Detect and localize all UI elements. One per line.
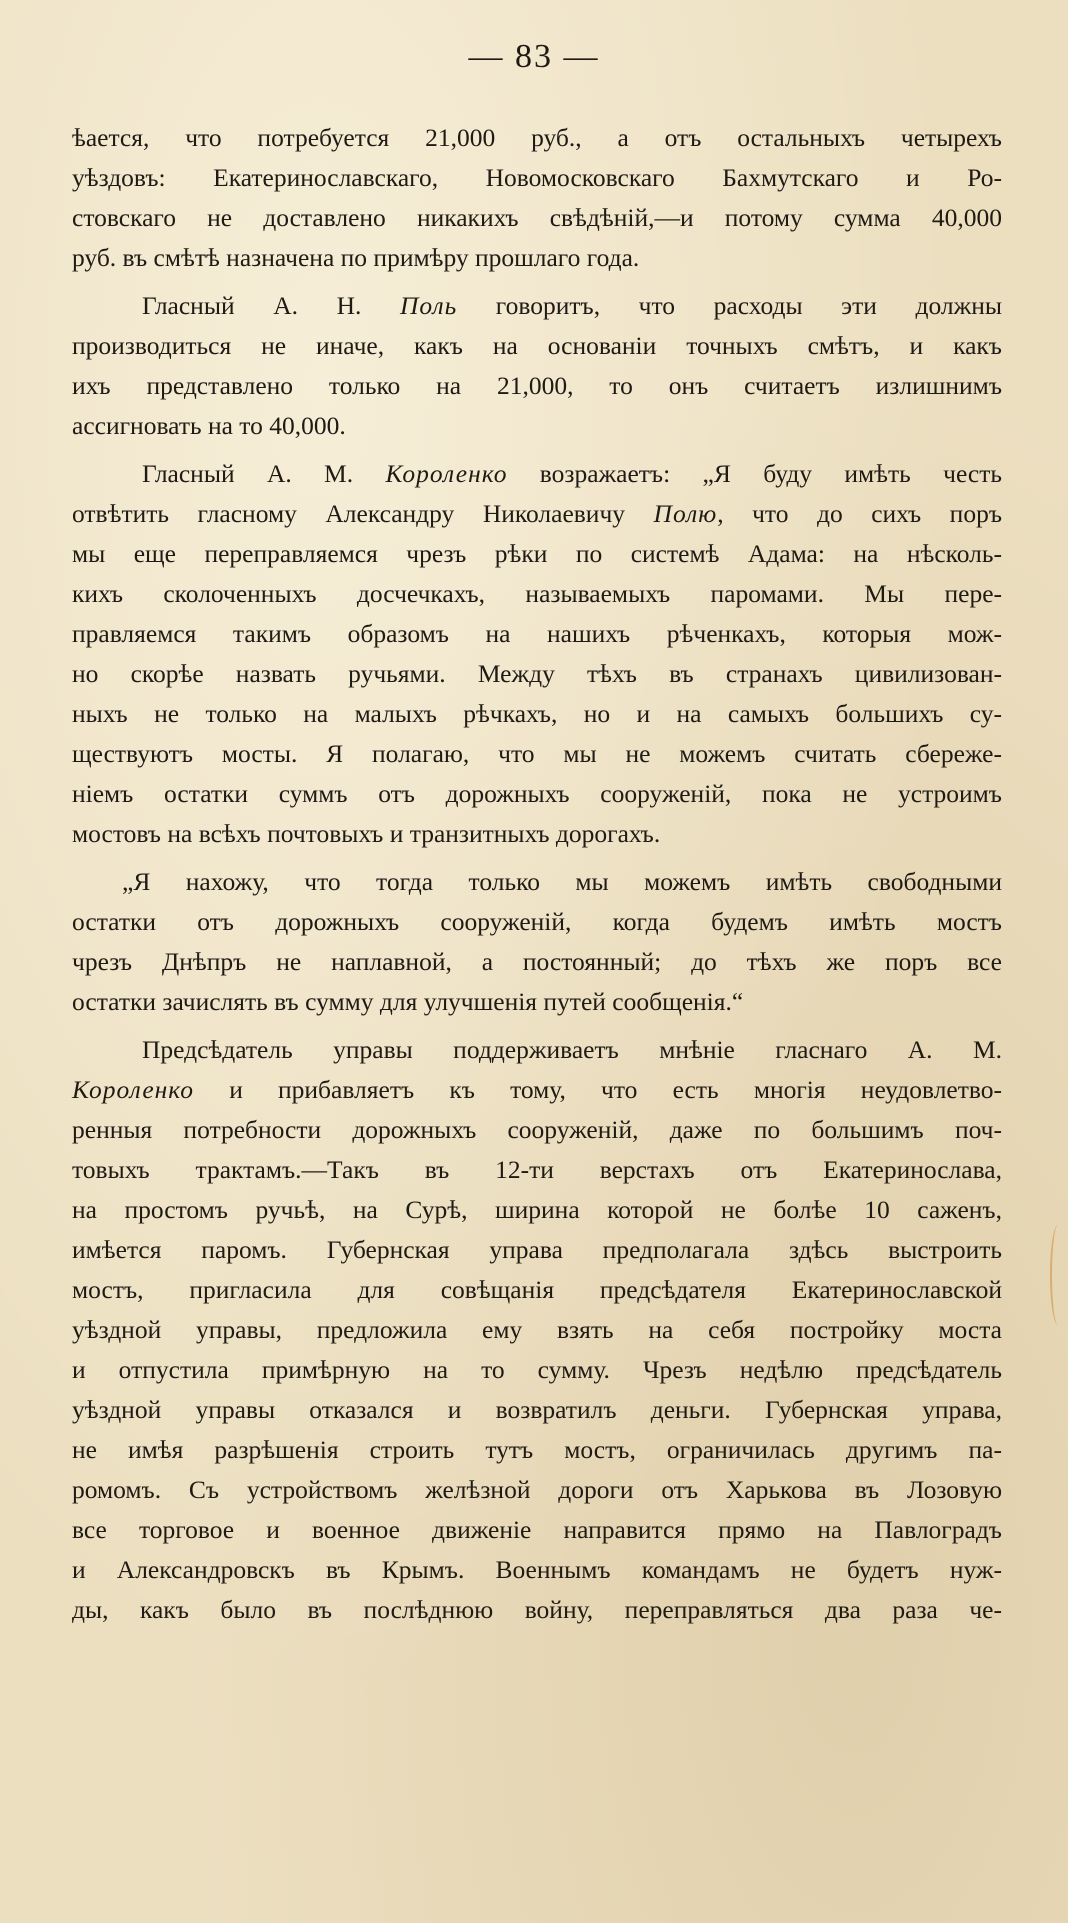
speaker-name: Короленко (385, 459, 508, 488)
paper-stain (1050, 1225, 1066, 1325)
text-line: ды, какъ было въ послѣднюю войну, переправляться два раза че- (72, 1595, 1002, 1624)
text-line: и Александровскъ въ Крымъ. Военнымъ командамъ не будетъ нуж- (72, 1555, 1002, 1584)
text-line: производиться не иначе, какъ на основаніи точныхъ смѣтъ, и какъ (72, 331, 1002, 360)
text-line: правляемся такимъ образомъ на нашихъ рѣченкахъ, которыя мож- (72, 619, 1002, 648)
text-line: товыхъ трактамъ.—Такъ въ 12-ти верстахъ отъ Екатеринослава, (72, 1155, 1002, 1184)
text-run: , что до сихъ поръ (717, 499, 1003, 528)
text-run: отвѣтить гласному Александру Николаевичу (72, 499, 654, 528)
text-line: кихъ сколоченныхъ досчечкахъ, называемыхъ паромами. Мы пере- (72, 579, 1002, 608)
text-line: „Я нахожу, что тогда только мы можемъ имѣть свободными (122, 867, 1002, 896)
text-line (72, 1070, 1002, 1110)
text-line: все торговое и военное движеніе направится прямо на Павлоградъ (72, 1515, 1002, 1544)
text-line: уѣздовъ: Екатеринославскаго, Новомосковскаго Бахмутскаго и Ро- (72, 163, 1002, 192)
text-line: мостовъ на всѣхъ почтовыхъ и транзитныхъ дорогахъ. (72, 819, 661, 848)
text-run: говоритъ, что расходы эти должны (457, 291, 1002, 320)
text-line: ществуютъ мосты. Я полагаю, что мы не можемъ считать сбереже- (72, 739, 1002, 768)
text-line: чрезъ Днѣпръ не наплавной, а постоянный; до тѣхъ же поръ все (72, 947, 1002, 976)
text-line: не имѣя разрѣшенія строить тутъ мостъ, ограничилась другимъ па- (72, 1435, 1002, 1464)
paragraph (72, 454, 1002, 854)
speaker-name: Поль (399, 291, 458, 320)
text-run: Гласный А. М. (142, 459, 386, 488)
text-line: на простомъ ручьѣ, на Сурѣ, ширина которой не болѣе 10 саженъ, (72, 1195, 1002, 1224)
text-line: ихъ представлено только на 21,000, то онъ считаетъ излишнимъ (72, 371, 1002, 400)
text-line: ассигновать на то 40,000. (72, 411, 346, 440)
text-line (72, 286, 1002, 326)
text-line: мостъ, пригласила для совѣщанія предсѣдателя Екатеринославской (72, 1275, 1002, 1304)
text-run: Гласный А. Н. (142, 291, 400, 320)
text-line: остатки отъ дорожныхъ сооруженій, когда будемъ имѣть мостъ (72, 907, 1002, 936)
paragraph (72, 118, 1002, 278)
text-line: и отпустила примѣрную на то сумму. Чрезъ недѣлю предсѣдатель (72, 1355, 1002, 1384)
text-line: ренныя потребности дорожныхъ сооруженій, даже по большимъ поч- (72, 1115, 1002, 1144)
text-line: ѣается, что потребуется 21,000 руб., а отъ остальныхъ четырехъ (72, 123, 1002, 152)
text-line: уѣздной управы, предложила ему взять на себя постройку моста (72, 1315, 1002, 1344)
text-line (72, 454, 1002, 494)
text-line: ныхъ не только на малыхъ рѣчкахъ, но и на самыхъ большихъ су- (72, 699, 1002, 728)
text-line: Предсѣдатель управы поддерживаетъ мнѣніе гласнаго А. М. (142, 1035, 1002, 1064)
speaker-name: Короленко (72, 1075, 195, 1104)
text-line: ніемъ остатки суммъ отъ дорожныхъ сооруженій, пока не устроимъ (72, 779, 1002, 808)
paragraph (72, 1030, 1002, 1630)
text-line: имѣется паромъ. Губернская управа предполагала здѣсь выстроить (72, 1235, 1002, 1264)
text-line: но скорѣе назвать ручьями. Между тѣхъ въ странахъ цивилизован- (72, 659, 1002, 688)
text-line: мы еще переправляемся чрезъ рѣки по системѣ Адама: на нѣсколь- (72, 539, 1002, 568)
text-line: уѣздной управы отказался и возвратилъ деньги. Губернская управа, (72, 1395, 1002, 1424)
text-run: и прибавляетъ къ тому, что есть многія неудовлетво- (194, 1075, 1002, 1104)
paragraph (72, 862, 1002, 1022)
paragraph (72, 286, 1002, 446)
text-line: ромомъ. Съ устройствомъ желѣзной дороги отъ Харькова въ Лозовую (72, 1475, 1002, 1504)
text-run: возражаетъ: „Я буду имѣть честь (507, 459, 1002, 488)
page-number: — 83 — (468, 38, 600, 75)
page-body (72, 118, 1002, 1638)
speaker-name: Полю (653, 499, 718, 528)
text-line: остатки зачислять въ сумму для улучшенія путей сообщенія.“ (72, 987, 744, 1016)
text-line (72, 494, 1002, 534)
text-line: стовскаго не доставлено никакихъ свѣдѣній,—и потому сумма 40,000 (72, 203, 1002, 232)
text-line: руб. въ смѣтѣ назначена по примѣру прошлаго года. (72, 243, 640, 272)
